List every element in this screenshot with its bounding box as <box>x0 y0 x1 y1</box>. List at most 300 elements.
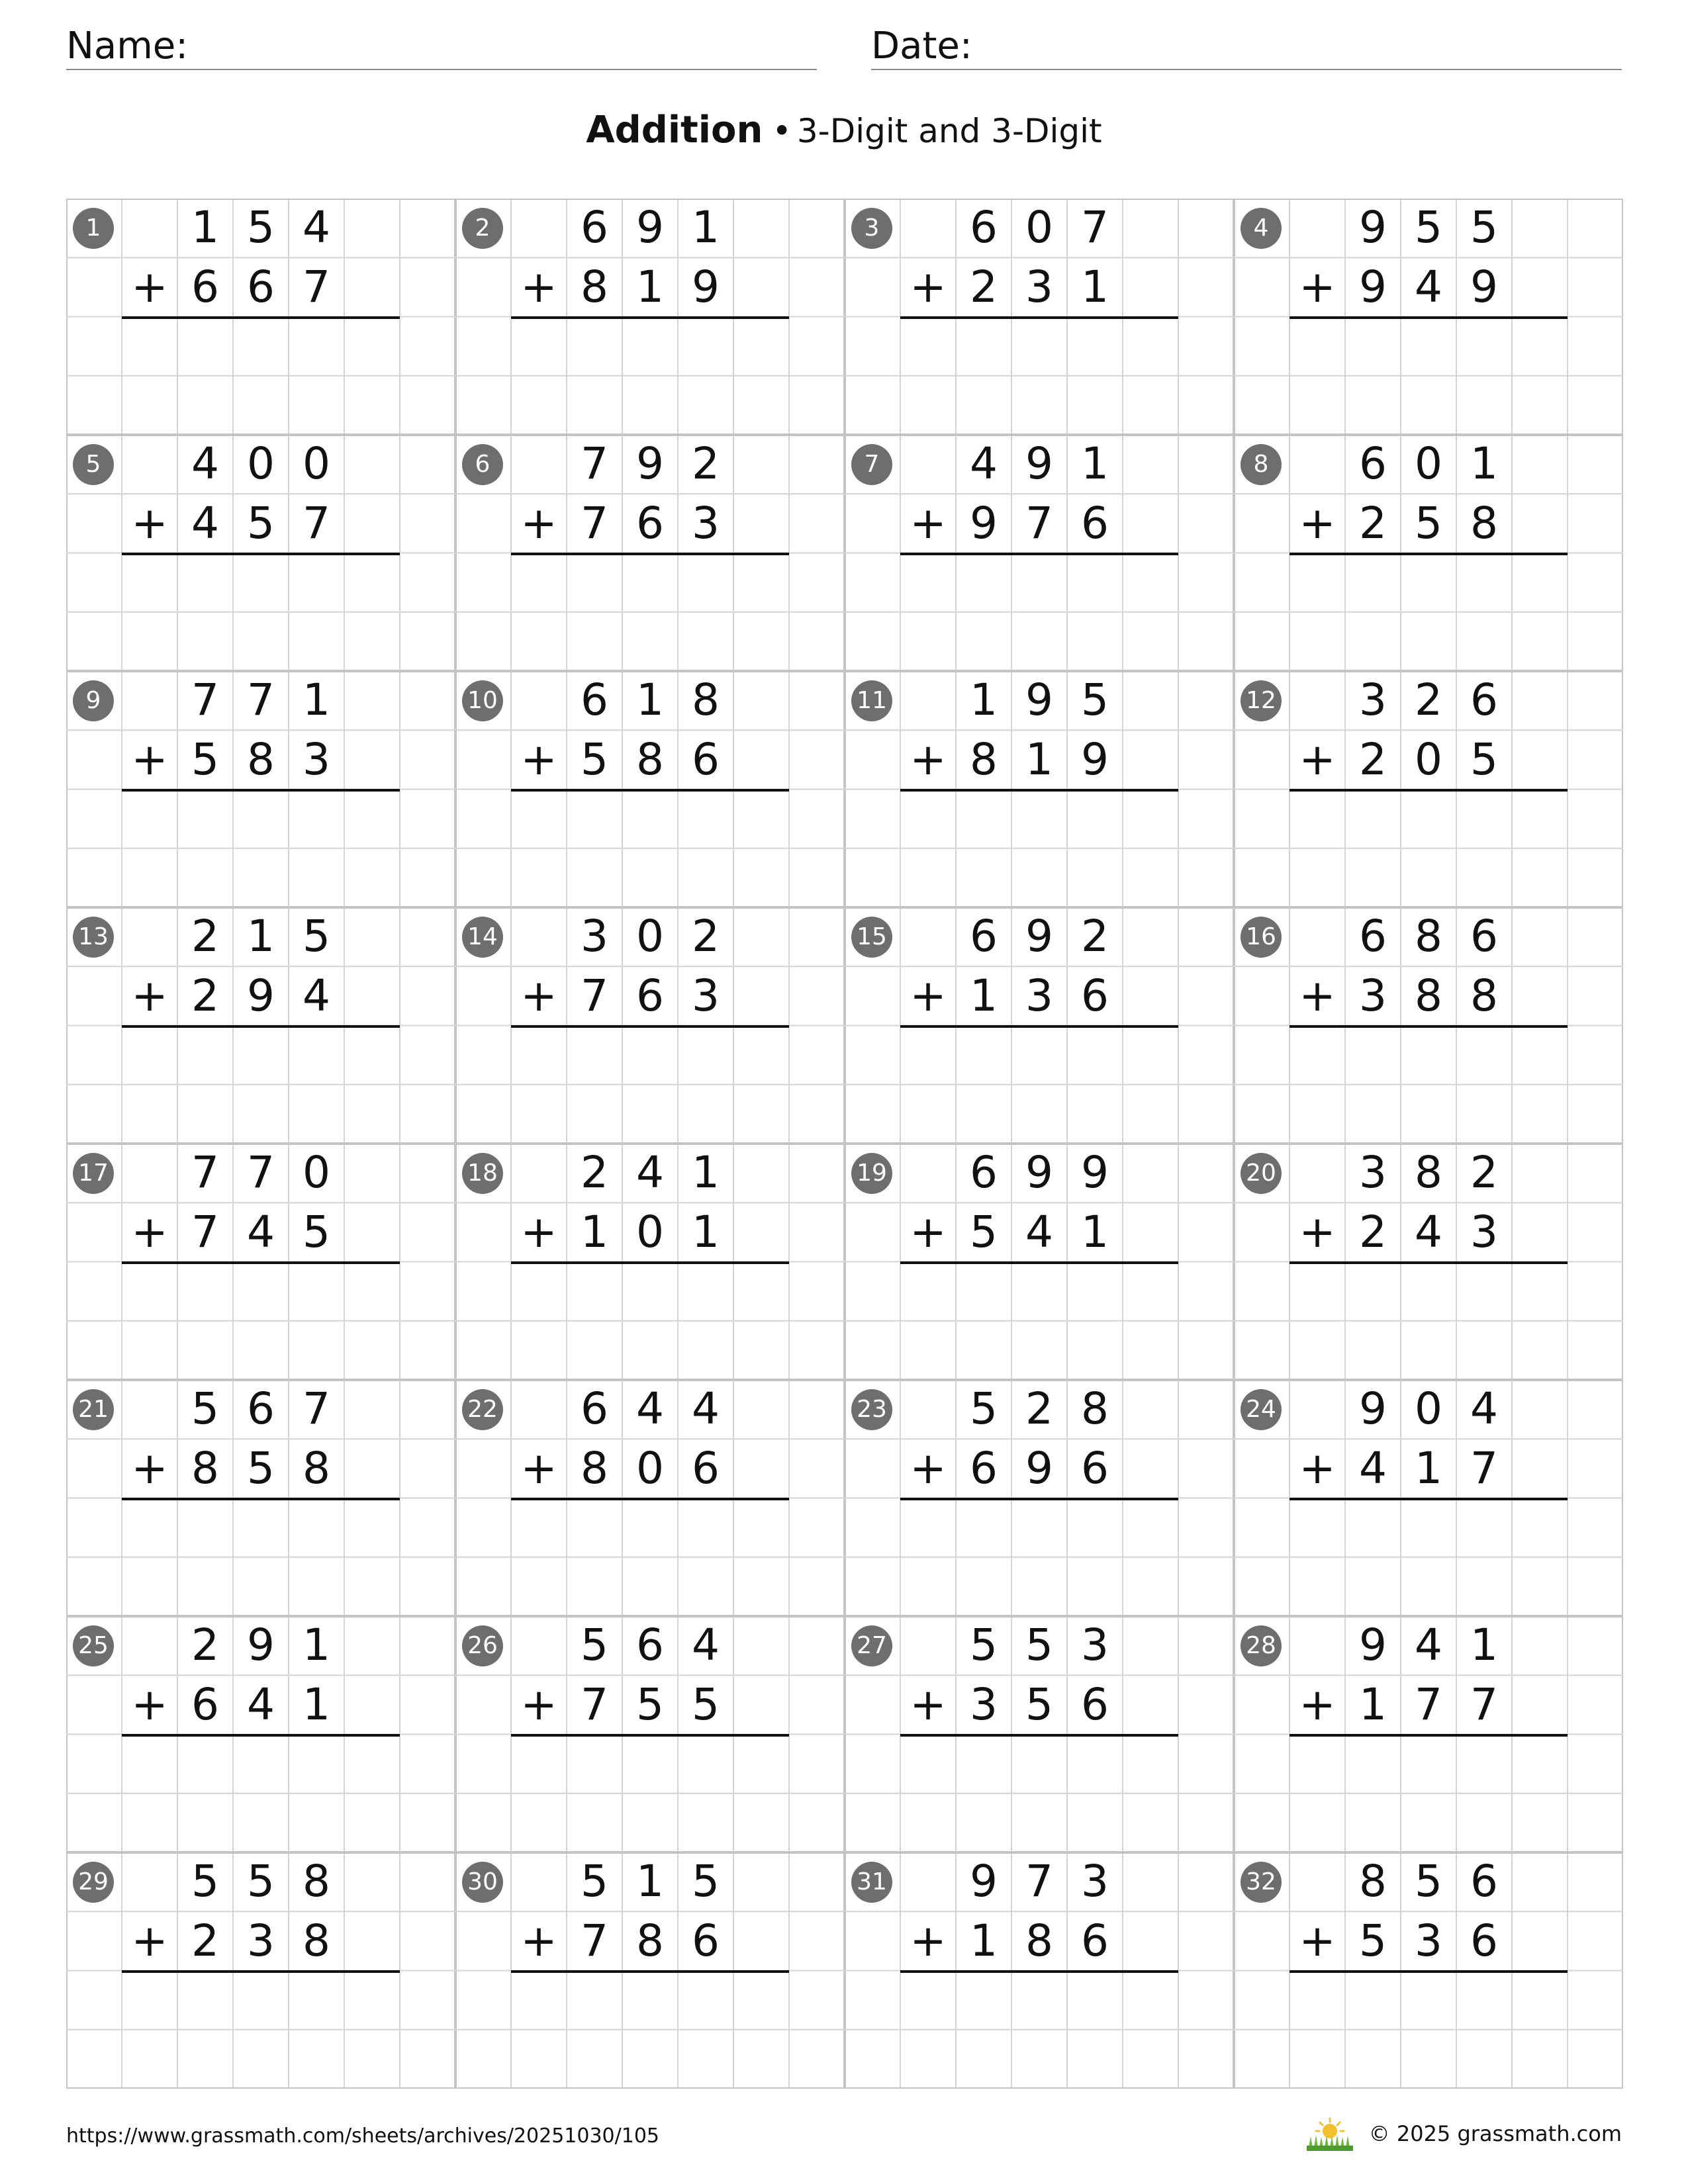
top-number-digit: 2 <box>1470 1147 1498 1198</box>
bottom-number-digit: 8 <box>1415 970 1442 1021</box>
bottom-number-digit: 4 <box>303 970 330 1021</box>
bottom-number-digit: 3 <box>1470 1206 1498 1257</box>
problem-29[interactable] <box>66 1852 455 2089</box>
problem-21[interactable] <box>66 1380 455 1616</box>
footer-brand <box>1307 2115 1622 2152</box>
bottom-number-digit: 8 <box>636 734 664 785</box>
top-number-digit: 4 <box>692 1619 720 1670</box>
top-number-digit: 5 <box>303 911 330 962</box>
top-number-digit: 0 <box>1415 438 1442 489</box>
top-number-digit: 2 <box>191 911 219 962</box>
problem-number-badge: 13 <box>73 917 114 958</box>
plus-sign: + <box>910 970 947 1021</box>
top-number-digit: 1 <box>692 202 720 253</box>
answer-line <box>122 1261 400 1264</box>
top-number-digit: 5 <box>1025 1619 1053 1670</box>
answer-line <box>1289 1025 1568 1028</box>
top-number-digit: 3 <box>1359 674 1387 725</box>
answer-line <box>122 1970 400 1973</box>
plus-sign: + <box>520 1443 557 1494</box>
problem-number-badge: 3 <box>851 208 892 249</box>
top-number-digit: 1 <box>1081 438 1109 489</box>
problem-10[interactable] <box>455 671 845 907</box>
top-number-digit: 9 <box>1025 1147 1053 1198</box>
problem-number-badge: 23 <box>851 1389 892 1430</box>
bottom-number-digit: 8 <box>1025 1915 1053 1966</box>
answer-line <box>900 1734 1178 1737</box>
top-number-digit: 1 <box>970 674 998 725</box>
bottom-number-digit: 2 <box>1359 734 1387 785</box>
top-number-digit: 5 <box>247 1856 275 1907</box>
top-number-digit: 1 <box>636 674 664 725</box>
top-number-digit: 2 <box>191 1619 219 1670</box>
bottom-number-digit: 4 <box>247 1679 275 1730</box>
answer-line <box>1289 1970 1568 1973</box>
problem-30[interactable] <box>455 1852 845 2089</box>
bottom-number-digit: 2 <box>191 1915 219 1966</box>
bottom-number-digit: 8 <box>303 1443 330 1494</box>
plus-sign: + <box>910 1206 947 1257</box>
bottom-number-digit: 7 <box>303 498 330 549</box>
bottom-number-digit: 7 <box>1470 1443 1498 1494</box>
bottom-number-digit: 5 <box>303 1206 330 1257</box>
top-number-digit: 0 <box>1025 202 1053 253</box>
top-number-digit: 8 <box>1081 1383 1109 1434</box>
top-number-digit: 2 <box>1415 674 1442 725</box>
plus-sign: + <box>1299 1206 1336 1257</box>
top-number-digit: 1 <box>1470 438 1498 489</box>
bottom-number-digit: 4 <box>1415 261 1442 312</box>
name-label: Name: <box>66 24 189 68</box>
bottom-number-digit: 5 <box>1415 498 1442 549</box>
plus-sign: + <box>910 1915 947 1966</box>
top-number-digit: 6 <box>581 1383 608 1434</box>
problem-17[interactable] <box>66 1144 455 1380</box>
top-number-digit: 5 <box>581 1619 608 1670</box>
top-number-digit: 1 <box>303 674 330 725</box>
top-number-digit: 6 <box>970 911 998 962</box>
problem-28[interactable] <box>1234 1616 1623 1852</box>
plus-sign: + <box>520 1206 557 1257</box>
top-number-digit: 5 <box>1081 674 1109 725</box>
problem-32[interactable] <box>1234 1852 1623 2089</box>
bottom-number-digit: 6 <box>636 498 664 549</box>
bottom-number-digit: 8 <box>581 1443 608 1494</box>
top-number-digit: 8 <box>692 674 720 725</box>
title-main: Addition <box>586 109 763 152</box>
top-number-digit: 2 <box>1081 911 1109 962</box>
problem-number-badge: 25 <box>73 1625 114 1666</box>
bottom-number-digit: 6 <box>191 261 219 312</box>
worksheet-title <box>0 107 1688 154</box>
bottom-number-digit: 1 <box>1081 1206 1109 1257</box>
bottom-number-digit: 0 <box>1415 734 1442 785</box>
bottom-number-digit: 6 <box>1081 1915 1109 1966</box>
answer-line <box>122 789 400 792</box>
problem-number-badge: 30 <box>462 1862 503 1903</box>
top-number-digit: 7 <box>303 1383 330 1434</box>
bottom-number-digit: 3 <box>1025 261 1053 312</box>
bottom-number-digit: 7 <box>581 1915 608 1966</box>
bottom-number-digit: 2 <box>1359 498 1387 549</box>
top-number-digit: 1 <box>303 1619 330 1670</box>
top-number-digit: 6 <box>581 674 608 725</box>
bottom-number-digit: 1 <box>636 261 664 312</box>
answer-line <box>900 1498 1178 1500</box>
bottom-number-digit: 1 <box>692 1206 720 1257</box>
plus-sign: + <box>1299 1679 1336 1730</box>
problem-19[interactable] <box>845 1144 1234 1380</box>
problem-number-badge: 29 <box>73 1862 114 1903</box>
bottom-number-digit: 1 <box>581 1206 608 1257</box>
plus-sign: + <box>520 498 557 549</box>
top-number-digit: 4 <box>191 438 219 489</box>
top-number-digit: 9 <box>1025 674 1053 725</box>
bottom-number-digit: 0 <box>636 1443 664 1494</box>
bottom-number-digit: 4 <box>1359 1443 1387 1494</box>
problem-25[interactable] <box>66 1616 455 1852</box>
problem-number-badge: 9 <box>73 680 114 721</box>
plus-sign: + <box>131 970 168 1021</box>
answer-line <box>900 553 1178 555</box>
plus-sign: + <box>131 1679 168 1730</box>
problem-4[interactable] <box>1234 199 1623 435</box>
top-number-digit: 6 <box>1470 674 1498 725</box>
problem-number-badge: 21 <box>73 1389 114 1430</box>
bottom-number-digit: 6 <box>191 1679 219 1730</box>
top-number-digit: 4 <box>1470 1383 1498 1434</box>
answer-line <box>122 1025 400 1028</box>
problem-number-badge: 22 <box>462 1389 503 1430</box>
top-number-digit: 9 <box>1359 1619 1387 1670</box>
top-number-digit: 5 <box>1415 202 1442 253</box>
top-number-digit: 1 <box>191 202 219 253</box>
plus-sign: + <box>1299 734 1336 785</box>
top-number-digit: 4 <box>636 1383 664 1434</box>
problem-number-badge: 6 <box>462 444 503 485</box>
bottom-number-digit: 2 <box>191 970 219 1021</box>
problem-number-badge: 31 <box>851 1862 892 1903</box>
date-label: Date: <box>871 24 972 68</box>
problem-12[interactable] <box>1234 671 1623 907</box>
plus-sign: + <box>910 1443 947 1494</box>
problem-3[interactable] <box>845 199 1234 435</box>
bottom-number-digit: 9 <box>692 261 720 312</box>
plus-sign: + <box>1299 261 1336 312</box>
answer-line <box>1289 553 1568 555</box>
top-number-digit: 8 <box>1415 911 1442 962</box>
top-number-digit: 3 <box>581 911 608 962</box>
bottom-number-digit: 1 <box>1359 1679 1387 1730</box>
problem-15[interactable] <box>845 907 1234 1144</box>
answer-line <box>122 553 400 555</box>
top-number-digit: 5 <box>692 1856 720 1907</box>
top-number-digit: 5 <box>191 1856 219 1907</box>
problem-number-badge: 2 <box>462 208 503 249</box>
top-number-digit: 4 <box>636 1147 664 1198</box>
problem-number-badge: 17 <box>73 1153 114 1194</box>
bottom-number-digit: 8 <box>1470 970 1498 1021</box>
date-field[interactable] <box>871 24 1622 70</box>
plus-sign: + <box>910 498 947 549</box>
top-number-digit: 4 <box>970 438 998 489</box>
problem-22[interactable] <box>455 1380 845 1616</box>
answer-line <box>900 789 1178 792</box>
plus-sign: + <box>1299 1443 1336 1494</box>
bottom-number-digit: 8 <box>636 1915 664 1966</box>
name-field[interactable] <box>66 24 817 70</box>
bottom-number-digit: 6 <box>970 1443 998 1494</box>
top-number-digit: 2 <box>1025 1383 1053 1434</box>
problem-number-badge: 14 <box>462 917 503 958</box>
plus-sign: + <box>131 1443 168 1494</box>
name-line <box>66 69 817 70</box>
top-number-digit: 0 <box>1415 1383 1442 1434</box>
top-number-digit: 2 <box>692 911 720 962</box>
bottom-number-digit: 5 <box>1359 1915 1387 1966</box>
top-number-digit: 6 <box>581 202 608 253</box>
problem-8[interactable] <box>1234 435 1623 671</box>
top-number-digit: 7 <box>1081 202 1109 253</box>
top-number-digit: 7 <box>247 1147 275 1198</box>
plus-sign: + <box>131 498 168 549</box>
bottom-number-digit: 6 <box>636 970 664 1021</box>
problem-24[interactable] <box>1234 1380 1623 1616</box>
top-number-digit: 7 <box>191 674 219 725</box>
bottom-number-digit: 5 <box>636 1679 664 1730</box>
bottom-number-digit: 4 <box>1415 1206 1442 1257</box>
top-number-digit: 4 <box>692 1383 720 1434</box>
bottom-number-digit: 7 <box>581 970 608 1021</box>
top-number-digit: 2 <box>581 1147 608 1198</box>
answer-line <box>511 1734 789 1737</box>
problem-11[interactable] <box>845 671 1234 907</box>
problem-5[interactable] <box>66 435 455 671</box>
top-number-digit: 5 <box>1415 1856 1442 1907</box>
bottom-number-digit: 6 <box>1081 970 1109 1021</box>
bottom-number-digit: 7 <box>581 1679 608 1730</box>
plus-sign: + <box>131 1206 168 1257</box>
bottom-number-digit: 5 <box>191 734 219 785</box>
grass-sun-logo-icon <box>1307 2116 1353 2151</box>
problem-number-badge: 10 <box>462 680 503 721</box>
top-number-digit: 5 <box>970 1383 998 1434</box>
problem-number-badge: 18 <box>462 1153 503 1194</box>
problems-container <box>66 199 1623 2089</box>
top-number-digit: 6 <box>636 1619 664 1670</box>
bottom-number-digit: 7 <box>581 498 608 549</box>
top-number-digit: 7 <box>247 674 275 725</box>
bottom-number-digit: 7 <box>191 1206 219 1257</box>
bottom-number-digit: 7 <box>1025 498 1053 549</box>
problem-18[interactable] <box>455 1144 845 1380</box>
top-number-digit: 1 <box>636 1856 664 1907</box>
top-number-digit: 1 <box>1470 1619 1498 1670</box>
bottom-number-digit: 6 <box>692 1443 720 1494</box>
answer-line <box>1289 1734 1568 1737</box>
date-line <box>871 69 1622 70</box>
bottom-number-digit: 3 <box>970 1679 998 1730</box>
bottom-number-digit: 8 <box>191 1443 219 1494</box>
problem-number-badge: 5 <box>73 444 114 485</box>
top-number-digit: 9 <box>1025 911 1053 962</box>
bottom-number-digit: 1 <box>970 970 998 1021</box>
title-separator: • <box>772 112 792 150</box>
answer-line <box>1289 1498 1568 1500</box>
bottom-number-digit: 6 <box>692 1915 720 1966</box>
answer-line <box>900 1261 1178 1264</box>
problem-number-badge: 24 <box>1241 1389 1282 1430</box>
top-number-digit: 8 <box>1359 1856 1387 1907</box>
top-number-digit: 9 <box>636 202 664 253</box>
top-number-digit: 9 <box>1359 1383 1387 1434</box>
bottom-number-digit: 9 <box>1359 261 1387 312</box>
plus-sign: + <box>520 1915 557 1966</box>
answer-line <box>511 1498 789 1500</box>
top-number-digit: 9 <box>970 1856 998 1907</box>
plus-sign: + <box>520 970 557 1021</box>
answer-line <box>511 316 789 319</box>
top-number-digit: 6 <box>1359 438 1387 489</box>
bottom-number-digit: 1 <box>970 1915 998 1966</box>
bottom-number-digit: 3 <box>303 734 330 785</box>
bottom-number-digit: 3 <box>692 498 720 549</box>
answer-line <box>900 1970 1178 1973</box>
answer-line <box>122 1498 400 1500</box>
bottom-number-digit: 5 <box>1025 1679 1053 1730</box>
plus-sign: + <box>131 734 168 785</box>
top-number-digit: 5 <box>191 1383 219 1434</box>
top-number-digit: 0 <box>303 438 330 489</box>
bottom-number-digit: 9 <box>1470 261 1498 312</box>
problem-26[interactable] <box>455 1616 845 1852</box>
bottom-number-digit: 1 <box>1025 734 1053 785</box>
top-number-digit: 9 <box>1359 202 1387 253</box>
answer-line <box>511 1025 789 1028</box>
problem-number-badge: 26 <box>462 1625 503 1666</box>
answer-line <box>511 1261 789 1264</box>
top-number-digit: 1 <box>692 1147 720 1198</box>
problem-number-badge: 12 <box>1241 680 1282 721</box>
plus-sign: + <box>131 261 168 312</box>
problem-23[interactable] <box>845 1380 1234 1616</box>
top-number-digit: 9 <box>1025 438 1053 489</box>
problem-31[interactable] <box>845 1852 1234 2089</box>
top-number-digit: 0 <box>303 1147 330 1198</box>
problem-number-badge: 15 <box>851 917 892 958</box>
plus-sign: + <box>1299 498 1336 549</box>
bottom-number-digit: 2 <box>970 261 998 312</box>
bottom-number-digit: 9 <box>247 970 275 1021</box>
bottom-number-digit: 3 <box>692 970 720 1021</box>
bottom-number-digit: 7 <box>303 261 330 312</box>
answer-line <box>1289 1261 1568 1264</box>
top-number-digit: 6 <box>970 1147 998 1198</box>
top-number-digit: 6 <box>247 1383 275 1434</box>
problem-27[interactable] <box>845 1616 1234 1852</box>
bottom-number-digit: 3 <box>1359 970 1387 1021</box>
top-number-digit: 7 <box>581 438 608 489</box>
plus-sign: + <box>910 261 947 312</box>
bottom-number-digit: 4 <box>1025 1206 1053 1257</box>
answer-line <box>511 553 789 555</box>
problem-16[interactable] <box>1234 907 1623 1144</box>
top-number-digit: 5 <box>1470 202 1498 253</box>
top-number-digit: 6 <box>1359 911 1387 962</box>
plus-sign: + <box>520 261 557 312</box>
bottom-number-digit: 3 <box>1415 1915 1442 1966</box>
answer-line <box>900 1025 1178 1028</box>
problem-number-badge: 19 <box>851 1153 892 1194</box>
bottom-number-digit: 8 <box>247 734 275 785</box>
bottom-number-digit: 9 <box>1025 1443 1053 1494</box>
answer-line <box>1289 316 1568 319</box>
top-number-digit: 7 <box>191 1147 219 1198</box>
top-number-digit: 1 <box>247 911 275 962</box>
bottom-number-digit: 0 <box>636 1206 664 1257</box>
bottom-number-digit: 6 <box>1081 1443 1109 1494</box>
bottom-number-digit: 5 <box>247 498 275 549</box>
title-subtitle: 3-Digit and 3-Digit <box>796 112 1102 150</box>
plus-sign: + <box>520 734 557 785</box>
top-number-digit: 0 <box>636 911 664 962</box>
problem-number-badge: 8 <box>1241 444 1282 485</box>
problem-14[interactable] <box>455 907 845 1144</box>
answer-line <box>122 316 400 319</box>
bottom-number-digit: 6 <box>1081 498 1109 549</box>
answer-line <box>511 789 789 792</box>
top-number-digit: 9 <box>247 1619 275 1670</box>
bottom-number-digit: 5 <box>1470 734 1498 785</box>
problem-number-badge: 27 <box>851 1625 892 1666</box>
bottom-number-digit: 1 <box>303 1679 330 1730</box>
top-number-digit: 6 <box>1470 1856 1498 1907</box>
top-number-digit: 8 <box>303 1856 330 1907</box>
problem-number-badge: 16 <box>1241 917 1282 958</box>
problem-1[interactable] <box>66 199 455 435</box>
bottom-number-digit: 3 <box>247 1915 275 1966</box>
bottom-number-digit: 7 <box>1470 1679 1498 1730</box>
answer-line <box>900 316 1178 319</box>
top-number-digit: 5 <box>247 202 275 253</box>
plus-sign: + <box>1299 1915 1336 1966</box>
problem-13[interactable] <box>66 907 455 1144</box>
problem-9[interactable] <box>66 671 455 907</box>
problem-number-badge: 28 <box>1241 1625 1282 1666</box>
top-number-digit: 3 <box>1081 1856 1109 1907</box>
bottom-number-digit: 8 <box>970 734 998 785</box>
plus-sign: + <box>910 1679 947 1730</box>
problem-7[interactable] <box>845 435 1234 671</box>
answer-line <box>1289 789 1568 792</box>
bottom-number-digit: 4 <box>247 1206 275 1257</box>
bottom-number-digit: 5 <box>970 1206 998 1257</box>
top-number-digit: 5 <box>581 1856 608 1907</box>
bottom-number-digit: 2 <box>1359 1206 1387 1257</box>
problem-20[interactable] <box>1234 1144 1623 1380</box>
problem-6[interactable] <box>455 435 845 671</box>
bottom-number-digit: 7 <box>1415 1679 1442 1730</box>
top-number-digit: 7 <box>1025 1856 1053 1907</box>
bottom-number-digit: 1 <box>1415 1443 1442 1494</box>
top-number-digit: 3 <box>1359 1147 1387 1198</box>
answer-line <box>122 1734 400 1737</box>
problem-2[interactable] <box>455 199 845 435</box>
bottom-number-digit: 8 <box>1470 498 1498 549</box>
top-number-digit: 3 <box>1081 1619 1109 1670</box>
bottom-number-digit: 9 <box>1081 734 1109 785</box>
bottom-number-digit: 6 <box>247 261 275 312</box>
